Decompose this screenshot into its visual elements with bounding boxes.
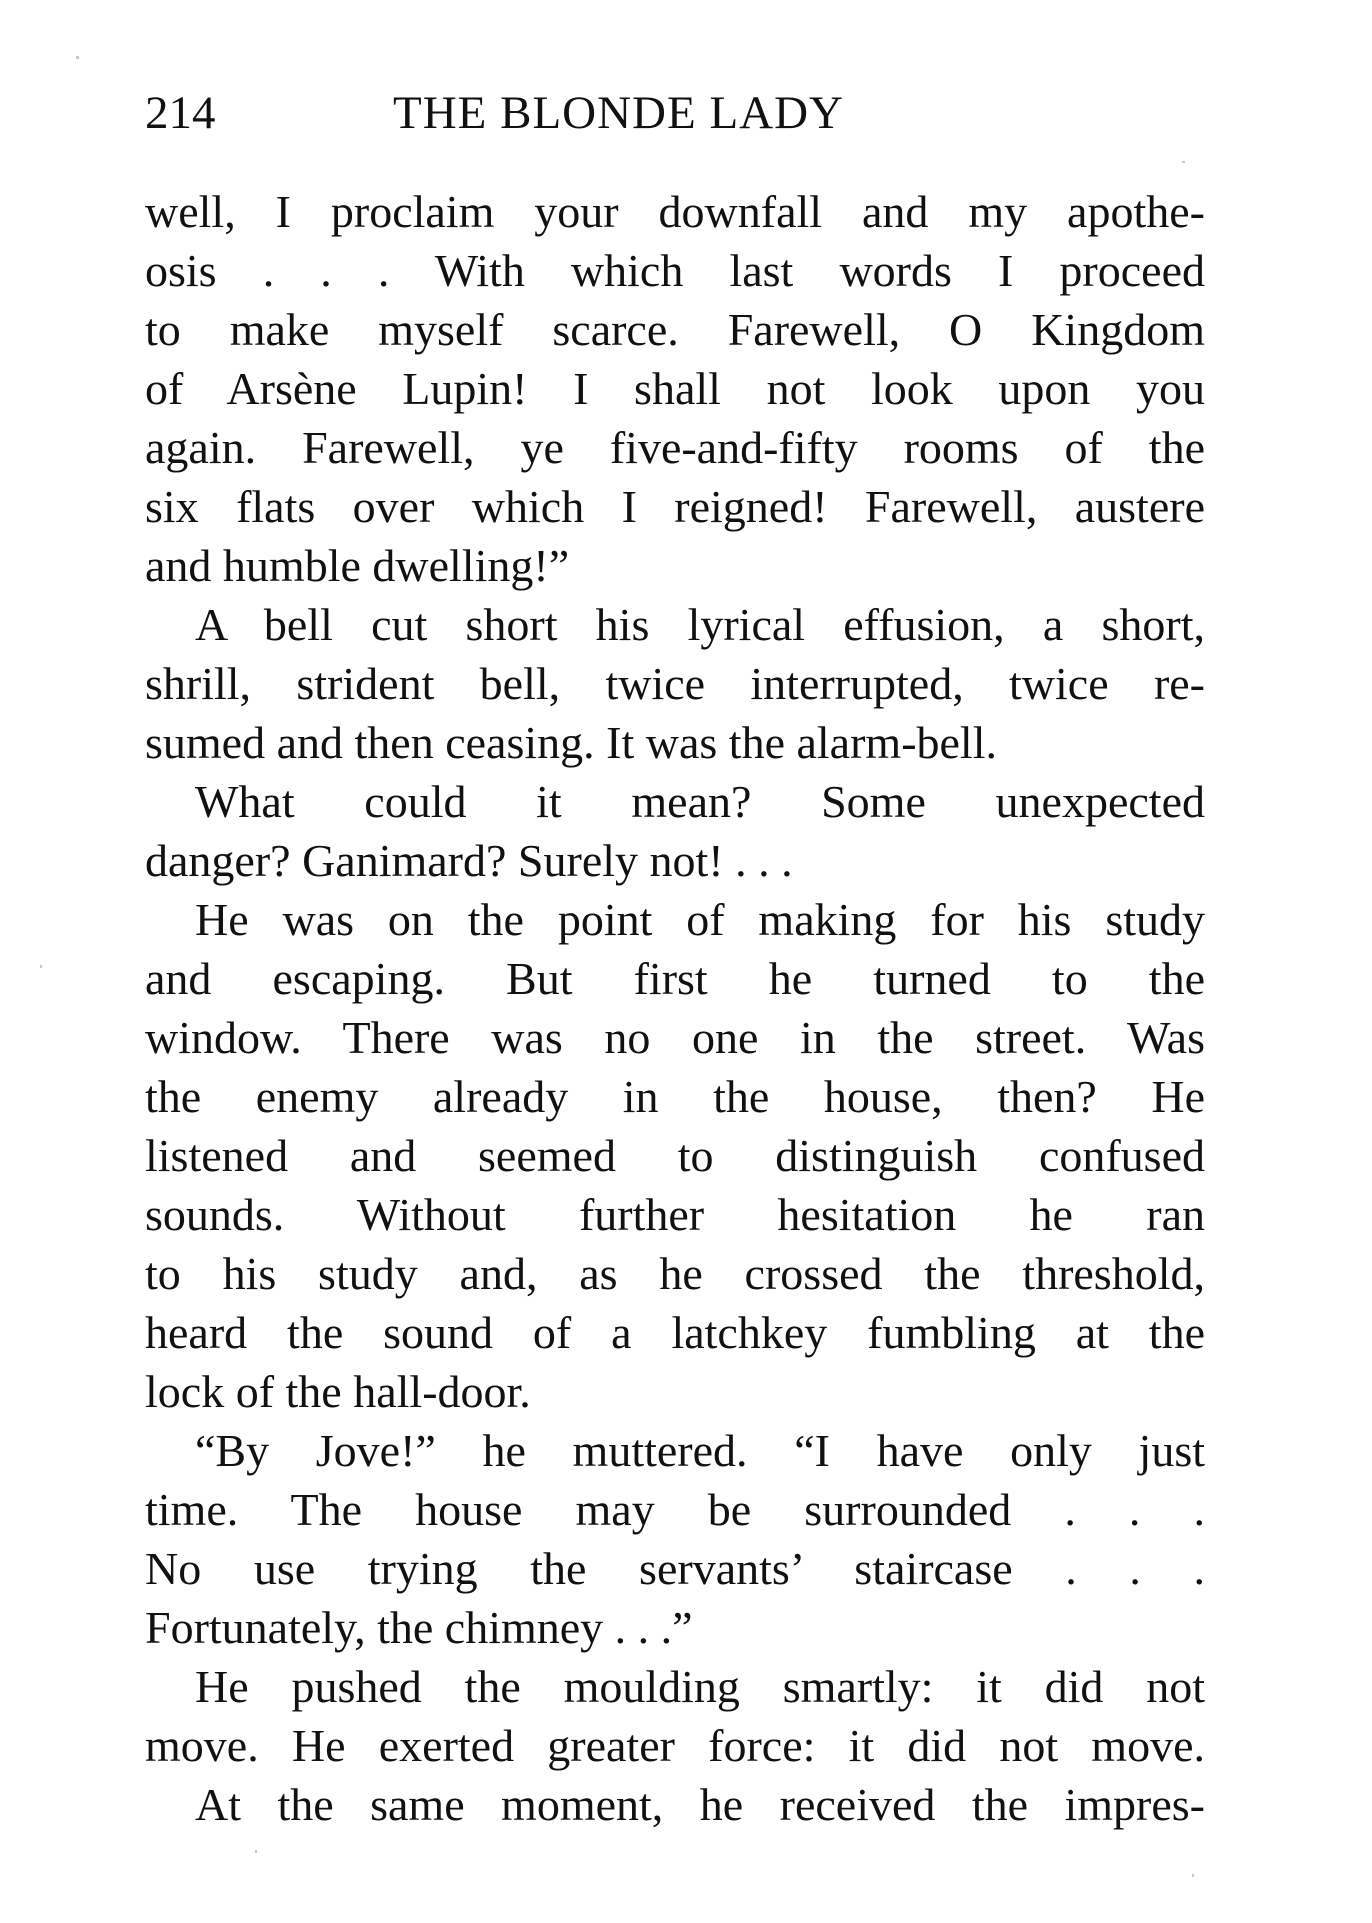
text-line: He was on the point of making for his study	[195, 894, 1205, 945]
text-line: “By Jove!” he muttered. “I have only just	[195, 1425, 1205, 1476]
paper-speck	[1192, 1874, 1194, 1877]
paper-speck	[1182, 161, 1185, 163]
text-line: sumed and then ceasing. It was the alarm-bell.	[145, 717, 997, 768]
text-line: Fortunately, the chimney . . .”	[145, 1602, 693, 1653]
paper-speck	[76, 56, 79, 59]
text-line: again. Farewell, ye five-and-fifty rooms of the	[145, 422, 1205, 473]
text-line: and humble dwelling!”	[145, 540, 570, 591]
text-line: He pushed the moulding smartly: it did not	[195, 1661, 1205, 1712]
text-line: sounds. Without further hesitation he ran	[145, 1189, 1205, 1240]
text-line: No use trying the servants’ staircase . . .	[145, 1543, 1205, 1594]
text-line: A bell cut short his lyrical effusion, a short,	[195, 599, 1205, 650]
text-line: and escaping. But first he turned to the	[145, 953, 1205, 1004]
running-title: THE BLONDE LADY	[393, 87, 844, 139]
paper-speck	[255, 1850, 257, 1853]
body-text	[145, 182, 1205, 1834]
text-line: osis . . . With which last words I proceed	[145, 245, 1205, 296]
text-line: well, I proclaim your downfall and my apothe-	[145, 186, 1205, 237]
paragraph	[145, 772, 1205, 890]
text-line: six flats over which I reigned! Farewell, austere	[145, 481, 1205, 532]
paragraph	[145, 595, 1205, 772]
text-line: What could it mean? Some unexpected	[195, 776, 1205, 827]
text-line: the enemy already in the house, then? He	[145, 1071, 1205, 1122]
page-header	[145, 78, 1205, 148]
page-number: 214	[145, 87, 216, 139]
paragraph	[145, 1421, 1205, 1657]
text-line: shrill, strident bell, twice interrupted, twice re-	[145, 658, 1205, 709]
text-line: listened and seemed to distinguish confused	[145, 1130, 1205, 1181]
text-line: heard the sound of a latchkey fumbling at the	[145, 1307, 1205, 1358]
text-line: move. He exerted greater force: it did not move.	[145, 1720, 1205, 1771]
paragraph	[145, 182, 1205, 595]
text-line: At the same moment, he received the impres-	[195, 1779, 1205, 1830]
text-line: time. The house may be surrounded . . .	[145, 1484, 1205, 1535]
text-line: of Arsène Lupin! I shall not look upon you	[145, 363, 1205, 414]
paper-speck	[40, 965, 42, 968]
paragraph	[145, 890, 1205, 1421]
text-line: to his study and, as he crossed the threshold,	[145, 1248, 1205, 1299]
text-line: to make myself scarce. Farewell, O Kingdom	[145, 304, 1205, 355]
paragraph	[145, 1775, 1205, 1834]
text-line: danger? Ganimard? Surely not! . . .	[145, 835, 793, 886]
text-line: lock of the hall-door.	[145, 1366, 531, 1417]
text-line: window. There was no one in the street. Was	[145, 1012, 1205, 1063]
paragraph	[145, 1657, 1205, 1775]
